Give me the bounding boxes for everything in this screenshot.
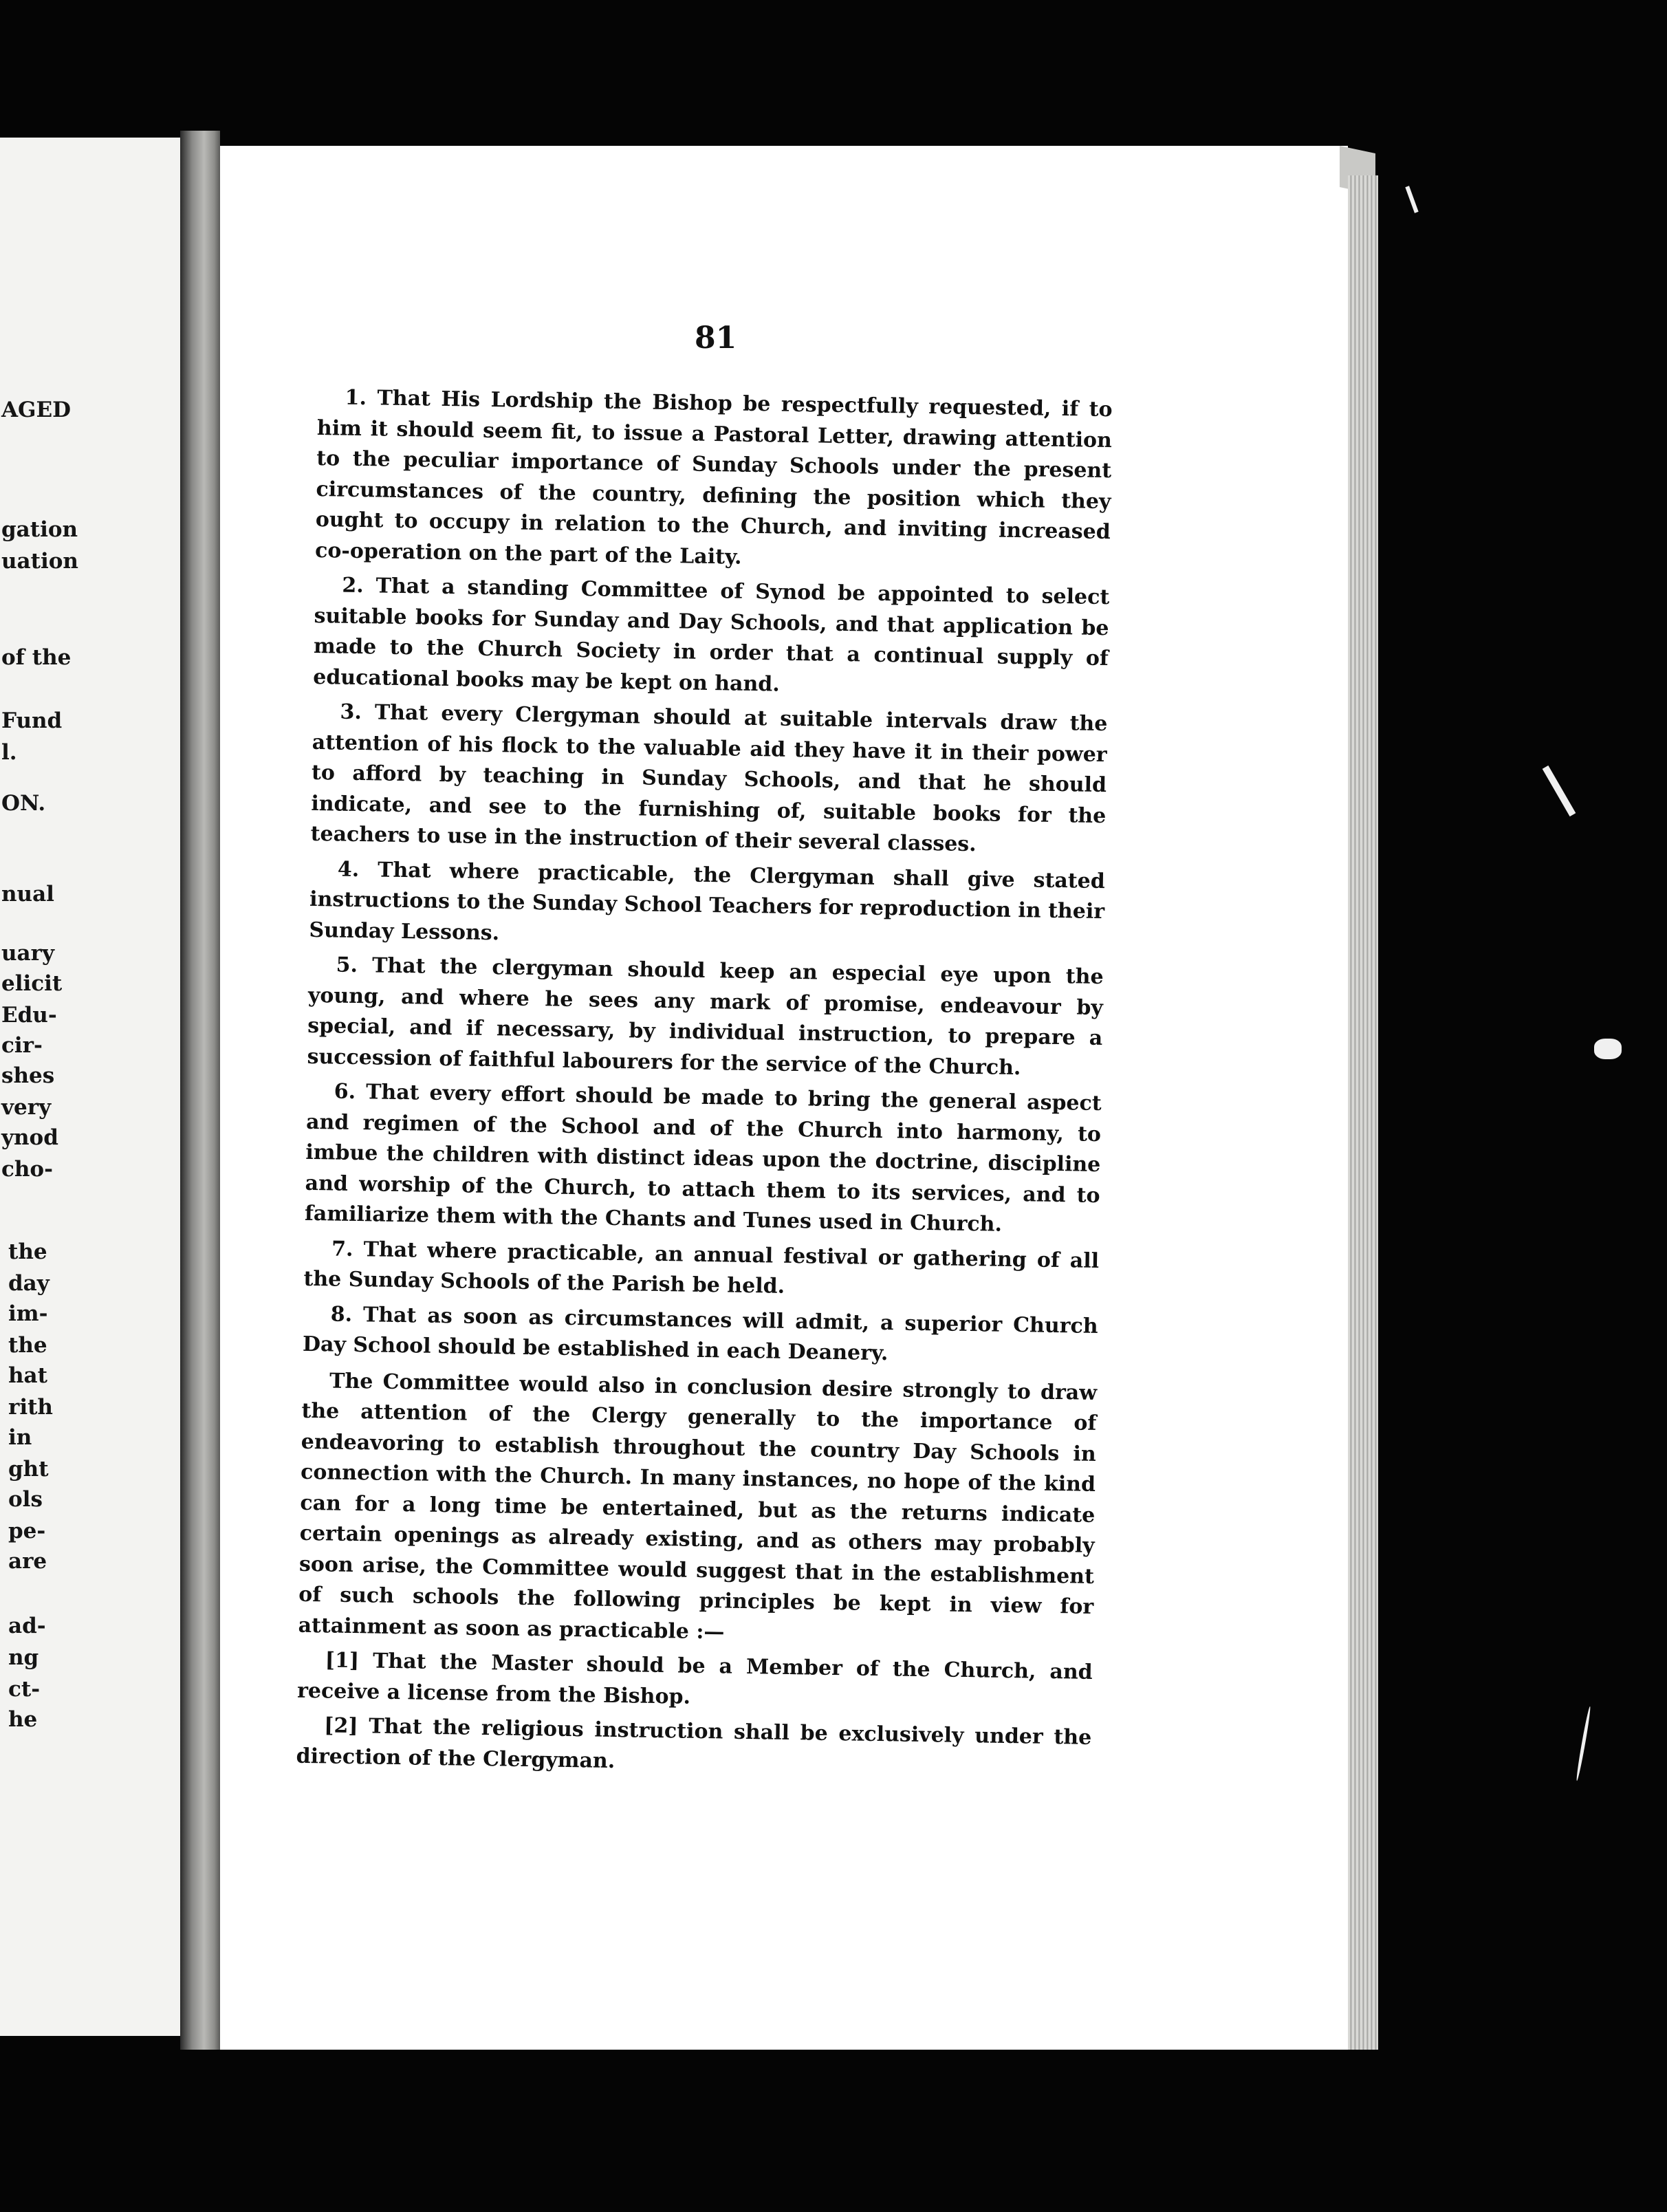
committee-conclusion: The Committee would also in conclusion desire strongly to draw the attention of the Clergy generally to the importance of endeavoring to establish throughout the country Day Schools in connection with the Church. In many instances, no hope of the kind can for a long time be entertained, but as the returns indicate certain openings as already existing, and as others may probably soon arise, the Committee would suggest that in the establishment of such schools the following principles be kept in view for attainment as soon as practicable :— (298, 1368, 1098, 1645)
left-fragment: cho- (1, 1157, 53, 1182)
resolution-5: 5. That the clergyman should keep an especial eye upon the young, and where he sees any mark of promise, endeavour by special, and if necessary, by individual instruction, to prepare a succession of faithful labourers for the service of the Church. (307, 953, 1104, 1080)
left-fragment: he (8, 1707, 38, 1732)
left-fragment: of the (1, 645, 72, 670)
left-fragment: ng (8, 1645, 39, 1670)
left-fragment: AGED (1, 398, 72, 422)
left-fragment: the (8, 1333, 47, 1358)
principle-1: [1] That the Master should be a Member of the Church, and receive a license from the Bishop. (296, 1648, 1093, 1709)
resolution-8: 8. That as soon as circumstances will admit, a superior Church Day School should be established in each Deanery. (302, 1301, 1098, 1366)
left-fragment: im- (8, 1301, 48, 1326)
previous-page-sliver (0, 138, 180, 2036)
page-body (296, 382, 1113, 1788)
left-fragment: cir- (1, 1033, 43, 1058)
left-fragment: shes (1, 1063, 55, 1088)
left-fragment: ct- (8, 1677, 41, 1702)
left-fragment: are (8, 1549, 47, 1574)
left-fragment: uary (1, 941, 54, 966)
left-fragment: ynod (1, 1125, 58, 1150)
left-fragment: hat (8, 1363, 47, 1388)
left-fragment: Edu- (1, 1003, 57, 1028)
scan-speck (1575, 1706, 1591, 1781)
resolution-2: 2. That a standing Committee of Synod be appointed to select suitable books for Sunday and Day Schools, and that application be made to the Church Society in order that a continual supply of educational books may be kept on hand. (313, 573, 1110, 697)
resolution-4: 4. That where practicable, the Clergyman shall give stated instructions to the Sunday School Teachers for reproduction in their Sunday Lessons. (309, 857, 1106, 945)
book-gutter (180, 131, 220, 2050)
principle-2: [2] That the religious instruction shall be exclusively under the direction of the Clergyman. (296, 1713, 1092, 1773)
left-fragment: day (8, 1271, 50, 1296)
left-fragment: Fund (1, 708, 63, 733)
left-fragment: ght (8, 1457, 49, 1482)
left-fragment: in (8, 1425, 32, 1450)
left-fragment: the (8, 1239, 47, 1264)
left-fragment: rith (8, 1395, 53, 1420)
left-fragment: nual (1, 882, 54, 907)
scan-speck (1594, 1039, 1622, 1059)
left-fragment: l. (1, 740, 17, 765)
left-fragment: gation (1, 517, 78, 542)
left-fragment: ON. (1, 791, 46, 816)
resolution-3: 3. That every Clergyman should at suitable intervals draw the attention of his flock to the valuable aid they have it in their power to afford by teaching in Sunday Schools, and that he should indicate, and see to the furnishing of, suitable books for the teachers to use in the instruction of their several classes. (310, 700, 1108, 857)
left-fragment: pe- (8, 1519, 46, 1543)
left-fragment: elicit (1, 971, 63, 996)
page-edge (1348, 175, 1378, 2050)
resolution-6: 6. That every effort should be made to bring the general aspect and regimen of the School and of the Church into harmony, to imbue the children with distinct ideas upon the doctrine, discipline and worship of the Church, to attach them to its services, and to familiarize them with the Chants and Tunes used in Church. (304, 1079, 1102, 1237)
scan-speck (1405, 186, 1418, 213)
left-fragment: very (1, 1095, 52, 1120)
page-number: 81 (695, 321, 737, 356)
left-fragment: ad- (8, 1614, 46, 1638)
scan-speck (1543, 766, 1576, 816)
left-fragment: ols (8, 1487, 43, 1512)
resolution-1: 1. That His Lordship the Bishop be respectfully requested, if to him it should seem fit, to issue a Pastoral Letter, drawing attention to the peculiar importance of Sunday Schools under the present circumstances of the country, defining the position which they ought to occupy in relation to the Church, and inviting increased co-operation on the part of the Laity. (314, 385, 1113, 570)
left-fragment: uation (1, 549, 78, 574)
resolution-7: 7. That where practicable, an annual festival or gathering of all the Sunday Schools of the Parish be held. (303, 1236, 1100, 1299)
